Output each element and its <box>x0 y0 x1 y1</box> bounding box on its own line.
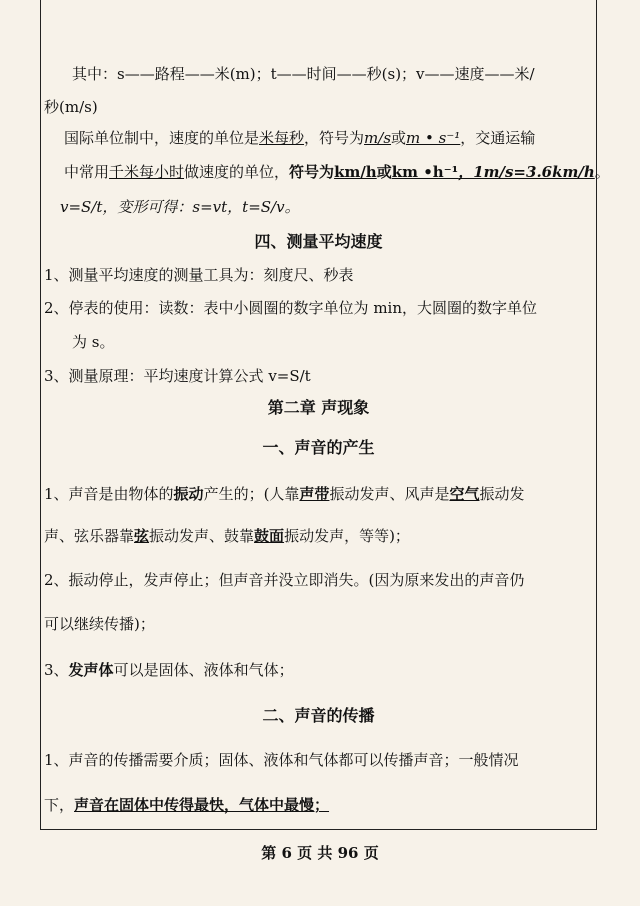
text: 做速度的单位， <box>184 163 290 181</box>
bold-text: 符号为 <box>289 163 335 181</box>
unit-symbol: km •h⁻¹ <box>391 163 459 181</box>
text: 振动发 <box>479 485 525 503</box>
paragraph-line <box>44 484 524 504</box>
list-item: 1、测量平均速度的测量工具为：刻度尺、秒表 <box>44 266 354 284</box>
page-number: 第 6 页 共 96 页 <box>261 844 379 862</box>
paragraph-line: 2、振动停止，发声停止；但声音并没立即消失。(因为原来发出的声音仍 <box>44 571 525 589</box>
definition-line: 其中：s——路程——米(m)；t——时间——秒(s)；v——速度——米/ <box>72 65 535 83</box>
text: 产生的；(人靠 <box>203 485 300 503</box>
bold-term: 鼓面 <box>254 527 285 545</box>
bold-term: 空气 <box>449 485 480 503</box>
section-heading: 二、声音的传播 <box>262 706 375 725</box>
list-item-cont: 为 s。 <box>72 333 115 351</box>
underlined-term: 米每秒 <box>259 129 305 147</box>
underlined-term: 千米每小时 <box>109 163 185 181</box>
si-unit-line <box>64 128 535 148</box>
text: 下， <box>44 796 75 814</box>
definition-line-cont: 秒(m/s) <box>44 98 98 116</box>
text: 可以是固体、液体和气体； <box>113 661 294 679</box>
text: 。 <box>594 163 610 181</box>
list-item: 2、停表的使用：读数：表中小圆圈的数字单位为 min，大圆圈的数字单位 <box>44 299 537 317</box>
text: 或 <box>391 129 407 147</box>
bold-statement: 声音在固体中传得最快，气体中最慢； <box>74 796 330 814</box>
text: ，符号为 <box>304 129 365 147</box>
kmh-unit-line <box>64 162 610 182</box>
paragraph-line: 1、声音的传播需要介质；固体、液体和气体都可以传播声音；一般情况 <box>44 751 519 769</box>
text: 声、弦乐器靠 <box>44 527 135 545</box>
section-heading: 四、测量平均速度 <box>254 232 383 251</box>
text: 振动发声，等等)； <box>284 527 410 545</box>
unit-symbol: m • s⁻¹ <box>406 129 461 147</box>
list-item: 3、测量原理：平均速度计算公式 v=S/t <box>44 367 311 385</box>
bold-term: 发声体 <box>68 661 114 679</box>
text: 1、声音是由物体的 <box>44 485 174 503</box>
text: 国际单位制中，速度的单位是 <box>64 129 260 147</box>
paragraph-line <box>44 795 329 815</box>
bold-text: 或 <box>376 163 392 181</box>
formula-line: v=S/t，变形可得：s=vt，t=S/v。 <box>60 198 300 216</box>
text: 振动发声、鼓靠 <box>149 527 255 545</box>
text: 振动发声、风声是 <box>329 485 450 503</box>
chapter-title: 第二章 声现象 <box>267 398 370 417</box>
unit-symbol: km/h <box>334 163 377 181</box>
section-heading: 一、声音的产生 <box>262 438 375 457</box>
paragraph-line <box>44 526 410 546</box>
text: 中常用 <box>64 163 110 181</box>
bold-term: 振动 <box>173 485 204 503</box>
text: 3、 <box>44 661 69 679</box>
bold-term: 声带 <box>299 485 330 503</box>
text: ，交通运输 <box>460 129 536 147</box>
unit-symbol: m/s <box>364 129 392 147</box>
paragraph-line: 可以继续传播)； <box>44 615 155 633</box>
paragraph-line <box>44 660 294 680</box>
bold-term: 弦 <box>134 527 150 545</box>
conversion: ，1m/s=3.6km/h <box>458 163 595 181</box>
